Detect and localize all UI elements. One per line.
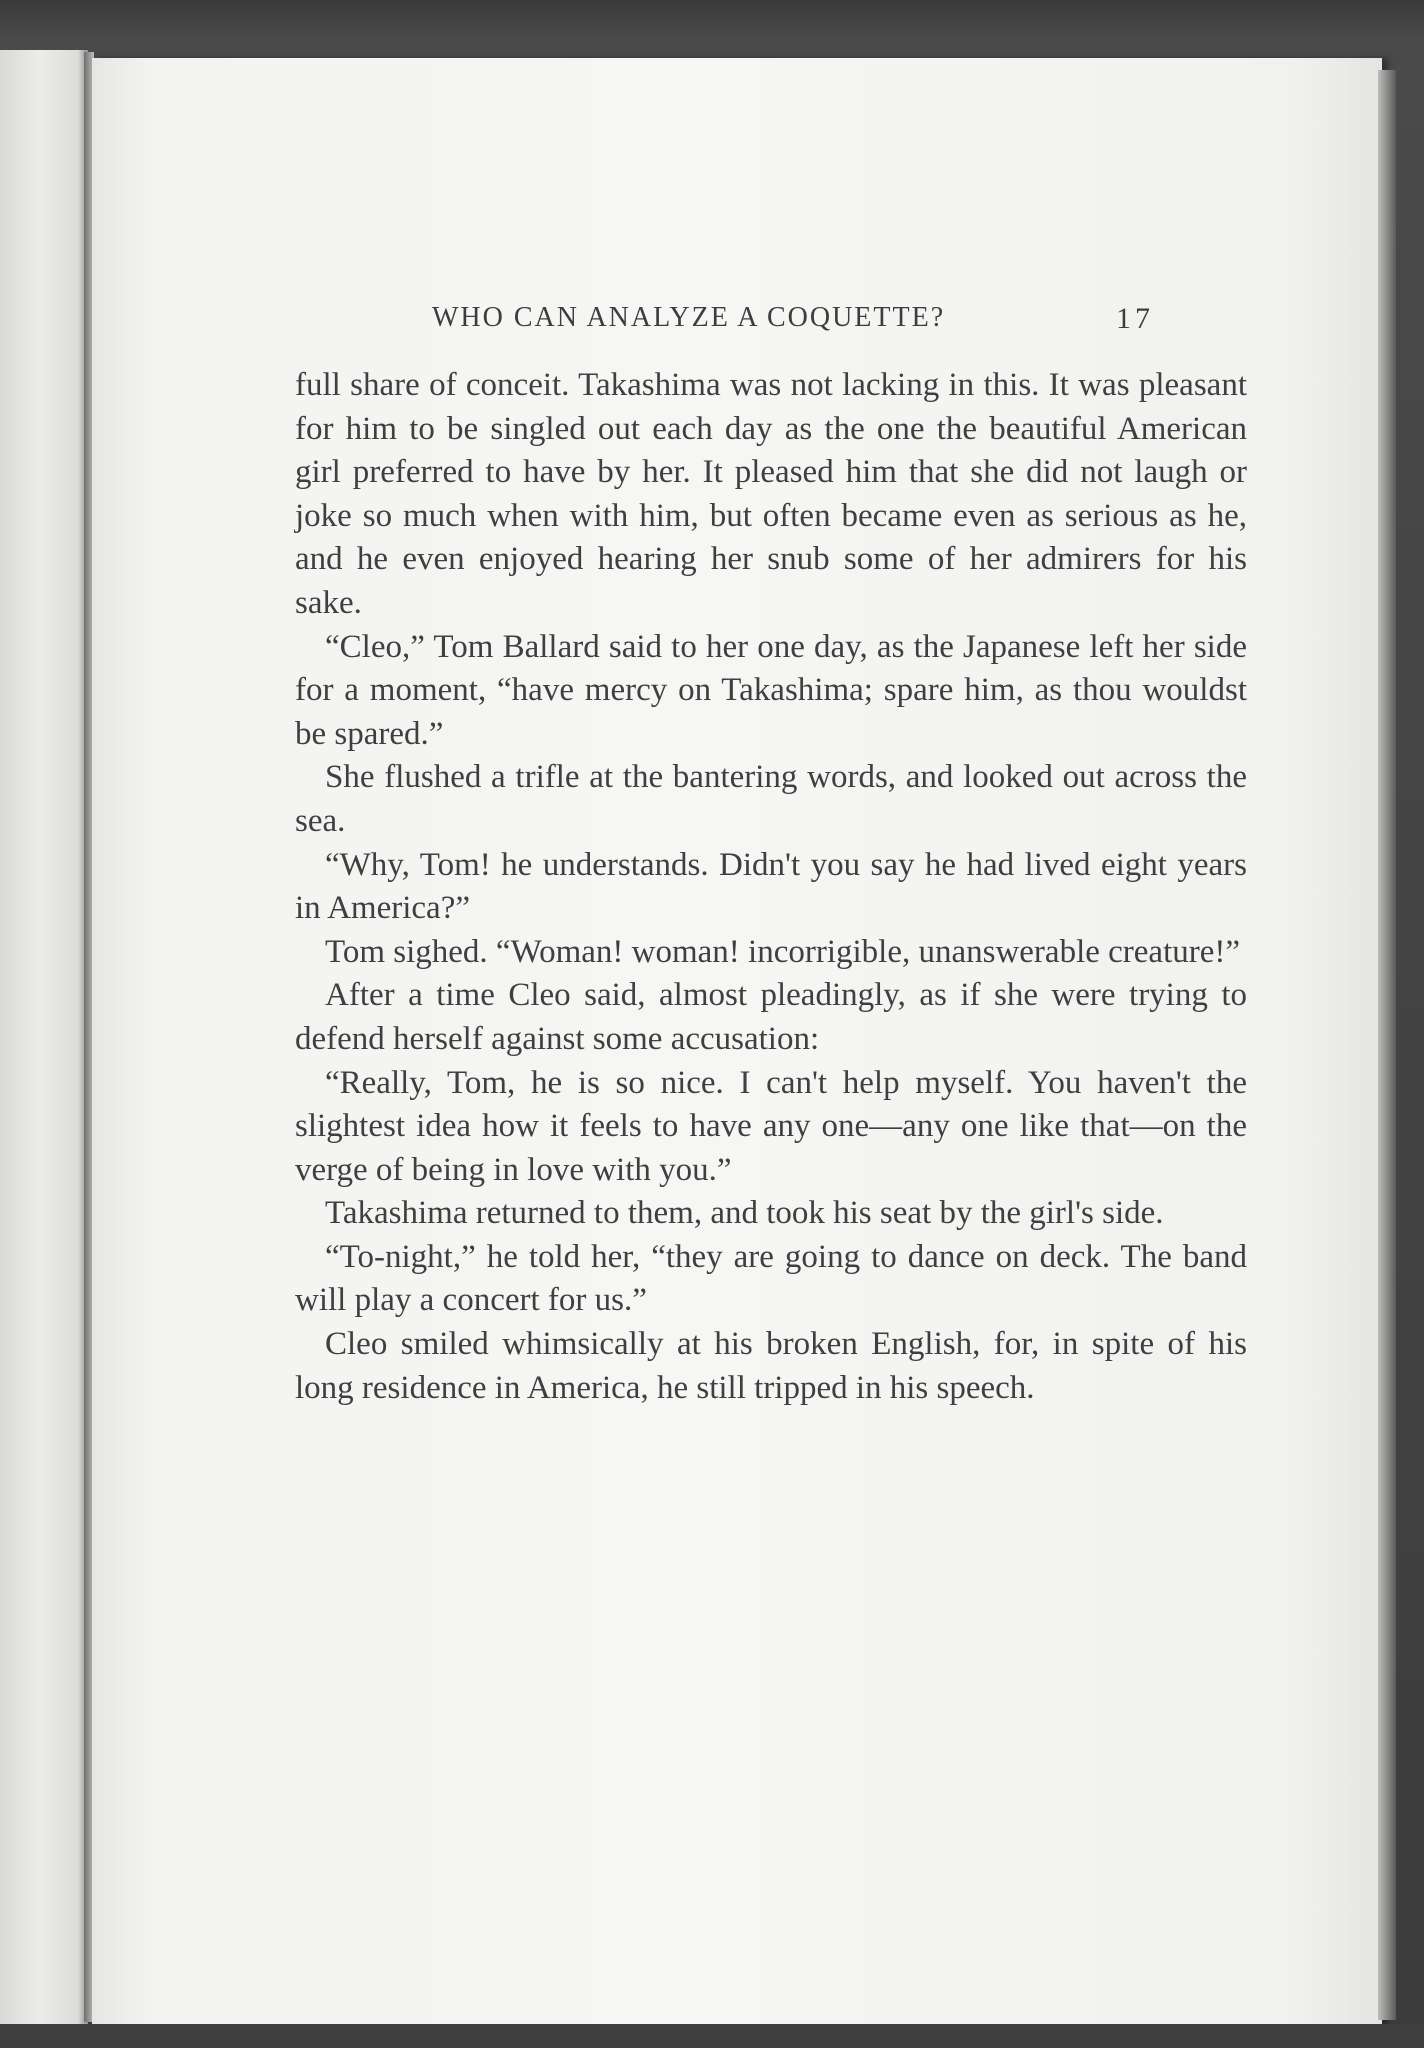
facing-page-edge [0, 50, 88, 2025]
paragraph-3: She flushed a trifle at the bantering words, and looked out across the sea. [295, 759, 1247, 839]
paragraph-5: Tom sighed. “Woman! woman! incorrigible, unanswerable creature!” [325, 933, 1241, 970]
paragraph-4: “Why, Tom! he understands. Didn't you say he had lived eight years in America?” [295, 846, 1247, 927]
paragraph-8: Takashima returned to them, and took his seat by the girl's side. [325, 1195, 1164, 1232]
paragraph-2: “Cleo,” Tom Ballard said to her one day, as the Japanese left her side for a moment, “have mercy on Takashima; spare him, as thou wouldst be spared.” [295, 628, 1247, 752]
body-text [295, 364, 1247, 1410]
paragraph-1: full share of conceit. Takashima was not lacking in this. It was pleasant for him to be singled out each day as the one the beautiful American girl preferred to have by her. It pleased him that she did not laugh or joke so much when with him, but often became even as serious as he, and he even enjoyed hearing her snub some of her admirers for his sake. [295, 367, 1247, 621]
page-number: 17 [1116, 302, 1154, 335]
paragraph-9: “To-night,” he told her, “they are going to dance on deck. The band will play a concert for us.” [295, 1238, 1247, 1319]
running-head: WHO CAN ANALYZE A COQUETTE? [432, 302, 946, 333]
scan-bottom-band [0, 2024, 1424, 2048]
paragraph-6: After a time Cleo said, almost pleadingly, as if she were trying to defend herself against some accusation: [295, 977, 1247, 1057]
page-header [92, 302, 1382, 342]
page-right-edge [1378, 70, 1396, 2020]
book-page [92, 58, 1382, 2026]
paragraph-10: Cleo smiled whimsically at his broken English, for, in spite of his long residence in America, he still tripped in his speech. [295, 1326, 1247, 1406]
paragraph-7: “Really, Tom, he is so nice. I can't help myself. You haven't the slightest idea how it feels to have any one—any one like that—on the verge of being in love with you.” [295, 1064, 1247, 1188]
